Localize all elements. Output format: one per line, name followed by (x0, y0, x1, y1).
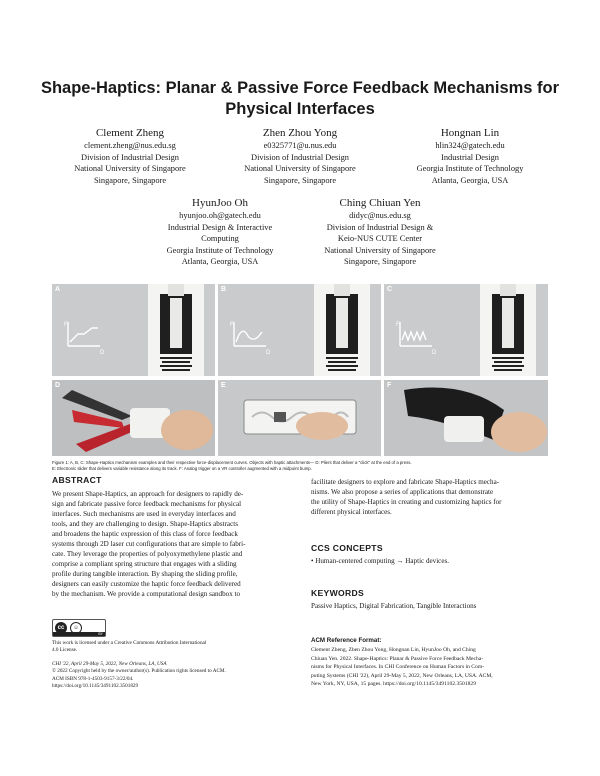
person-icon: ☺ (70, 622, 82, 634)
mechanism-graph-illustration (218, 284, 381, 376)
author-block (390, 126, 550, 186)
abstract-heading: ABSTRACT (52, 475, 102, 485)
figure-panel-c (384, 284, 548, 376)
author-name: Clement Zheng (95, 127, 165, 139)
author-affiliation: Georgia Institute of Technology (416, 164, 524, 174)
author-name: Ching Chiuan Yen (339, 197, 421, 209)
author-affiliation: Division of Industrial Design (81, 152, 179, 162)
ccs-heading: CCS CONCEPTS (311, 543, 383, 553)
author-email[interactable]: clement.zheng@nus.edu.sg (84, 141, 176, 150)
author-affiliation: National University of Singapore (74, 164, 186, 174)
author-affiliation: Atlanta, Georgia, USA (181, 257, 259, 267)
figure-label: B (221, 286, 227, 293)
figure-caption: Figure 1: A, B, C: Shape-Haptics mechanism examples and their respective force-displacement curves. Objects with haptic attachments— D: Pliers that deliver a "click" at the end of a press. E: Electronic slider that delivers variable resistance along its track. F: Analog trigger on a VR controller augmented with a midpoint bump. (52, 460, 412, 471)
author-affiliation: Georgia Institute of Technology (166, 245, 274, 255)
abstract-continuation: facilitate designers to explore and fabricate Shape-Haptics mecha- nisms. We also propose a series of applications that demonstrate the utility of Shape-Haptics in creating and customizing haptics for different physical interfaces. (311, 478, 502, 516)
author-affiliation: Atlanta, Georgia, USA (431, 175, 509, 185)
license-text: This work is licensed under a Creative Commons Attribution International 4.0 License. (52, 640, 207, 654)
keywords-text: Passive Haptics, Digital Fabrication, Tangible Interactions (311, 602, 477, 610)
figure-label: A (55, 286, 61, 293)
figure-panel-d (52, 380, 215, 456)
figure-panel-f (384, 380, 548, 456)
author-block (300, 196, 460, 268)
author-affiliation: Keio-NUS CUTE Center (337, 234, 423, 244)
author-name: Hongnan Lin (440, 127, 500, 139)
cc-icon: cc (55, 622, 67, 634)
displacement-axis-label: D (432, 350, 437, 356)
ccs-item: • Human-centered computing → Haptic devices. (311, 557, 450, 565)
author-block (140, 196, 300, 268)
author-email[interactable]: didyc@nus.edu.sg (349, 211, 411, 220)
figure-label: E (221, 382, 226, 389)
author-email[interactable]: hyunjoo.oh@gatech.edu (179, 211, 261, 220)
author-block (50, 126, 210, 186)
author-block (220, 126, 380, 186)
publication-footer: CHI '22, April 29-May 5, 2022, New Orleans, LA, USA © 2022 Copyright held by the owner/author(s). Publication rights licensed to ACM. ACM ISBN 978-1-4503-9157-3/22/04. https://doi.org/10.1145/3491102.3501829 (52, 661, 226, 690)
author-name: Zhen Zhou Yong (262, 127, 338, 139)
displacement-axis-label: D (100, 350, 105, 356)
vr-controller-photo-illustration (384, 380, 548, 456)
cc-license-badge[interactable] (52, 619, 106, 637)
figure-label: C (387, 286, 393, 293)
author-affiliation: Singapore, Singapore (343, 257, 417, 267)
author-affiliation: Division of Industrial Design & (326, 222, 434, 232)
figure-label: D (55, 382, 61, 389)
author-email[interactable]: hlin324@gatech.edu (435, 141, 505, 150)
author-email[interactable]: e0325771@u.nus.edu (263, 141, 337, 150)
reference-text: Clement Zheng, Zhen Zhou Yong, Hongnan Lin, HyunJoo Oh, and Ching Chiuan Yen. 2022. Shape-Haptics: Planar & Passive Force Feedback Mecha- nisms for Physical Interfaces. In CHI Conference on Human Factors in Com- puting Systems (CHI '22), April 29-May 5, 2022, New Orleans, LA, USA. ACM, New York, NY, USA, 15 pages. https://doi.org/10.1145/3491102.3501829 (311, 647, 493, 688)
author-affiliation: National University of Singapore (244, 164, 356, 174)
doi-link[interactable]: https://doi.org/10.1145/3491102.3501829 (52, 683, 139, 690)
figure-panel-a (52, 284, 215, 376)
paper-title: Shape-Haptics: Planar & Passive Force Feedback Mechanisms for Physical Interfaces (40, 79, 560, 118)
author-affiliation: Computing (201, 234, 239, 244)
author-affiliation: National University of Singapore (324, 245, 436, 255)
abstract-text: We present Shape-Haptics, an approach for designers to rapidly de- sign and fabricate passive force feedback mechanisms for physical interfaces. Such mechanisms are used in everyday interfaces and tools, and they are challenging to design. Shape-Haptics abstracts and broadens the haptic expression of this class of force feedback systems through 2D laser cut configurations that are simple to fabri- cate. They leverage the properties of polyoxymethylene plastic and comprise a compliant spring structure that engages with a sliding profile during tangible interaction. By shaping the sliding profile, designers can easily customize the haptic force feedback delivered by the mechanism. We provide a computational design sandbox to (52, 490, 246, 598)
slider-photo-illustration (218, 380, 381, 456)
keywords-heading: KEYWORDS (311, 588, 365, 598)
figure-panel-b (218, 284, 381, 376)
figure-panel-e (218, 380, 381, 456)
cc-by-label: BY (53, 632, 105, 636)
force-axis-label: F (396, 322, 400, 328)
author-affiliation: Industrial Design & Interactive (167, 222, 273, 232)
pliers-photo-illustration (52, 380, 215, 456)
force-axis-label: F (230, 322, 234, 328)
force-axis-label: F (64, 322, 68, 328)
displacement-axis-label: D (266, 350, 271, 356)
author-affiliation: Singapore, Singapore (263, 175, 337, 185)
figure-label: F (387, 382, 392, 389)
author-affiliation: Industrial Design (441, 152, 499, 162)
mechanism-graph-illustration (384, 284, 548, 376)
author-affiliation: Singapore, Singapore (93, 175, 167, 185)
author-name: HyunJoo Oh (192, 197, 248, 209)
author-affiliation: Division of Industrial Design (251, 152, 349, 162)
reference-heading: ACM Reference Format: (311, 637, 382, 644)
mechanism-graph-illustration (52, 284, 215, 376)
